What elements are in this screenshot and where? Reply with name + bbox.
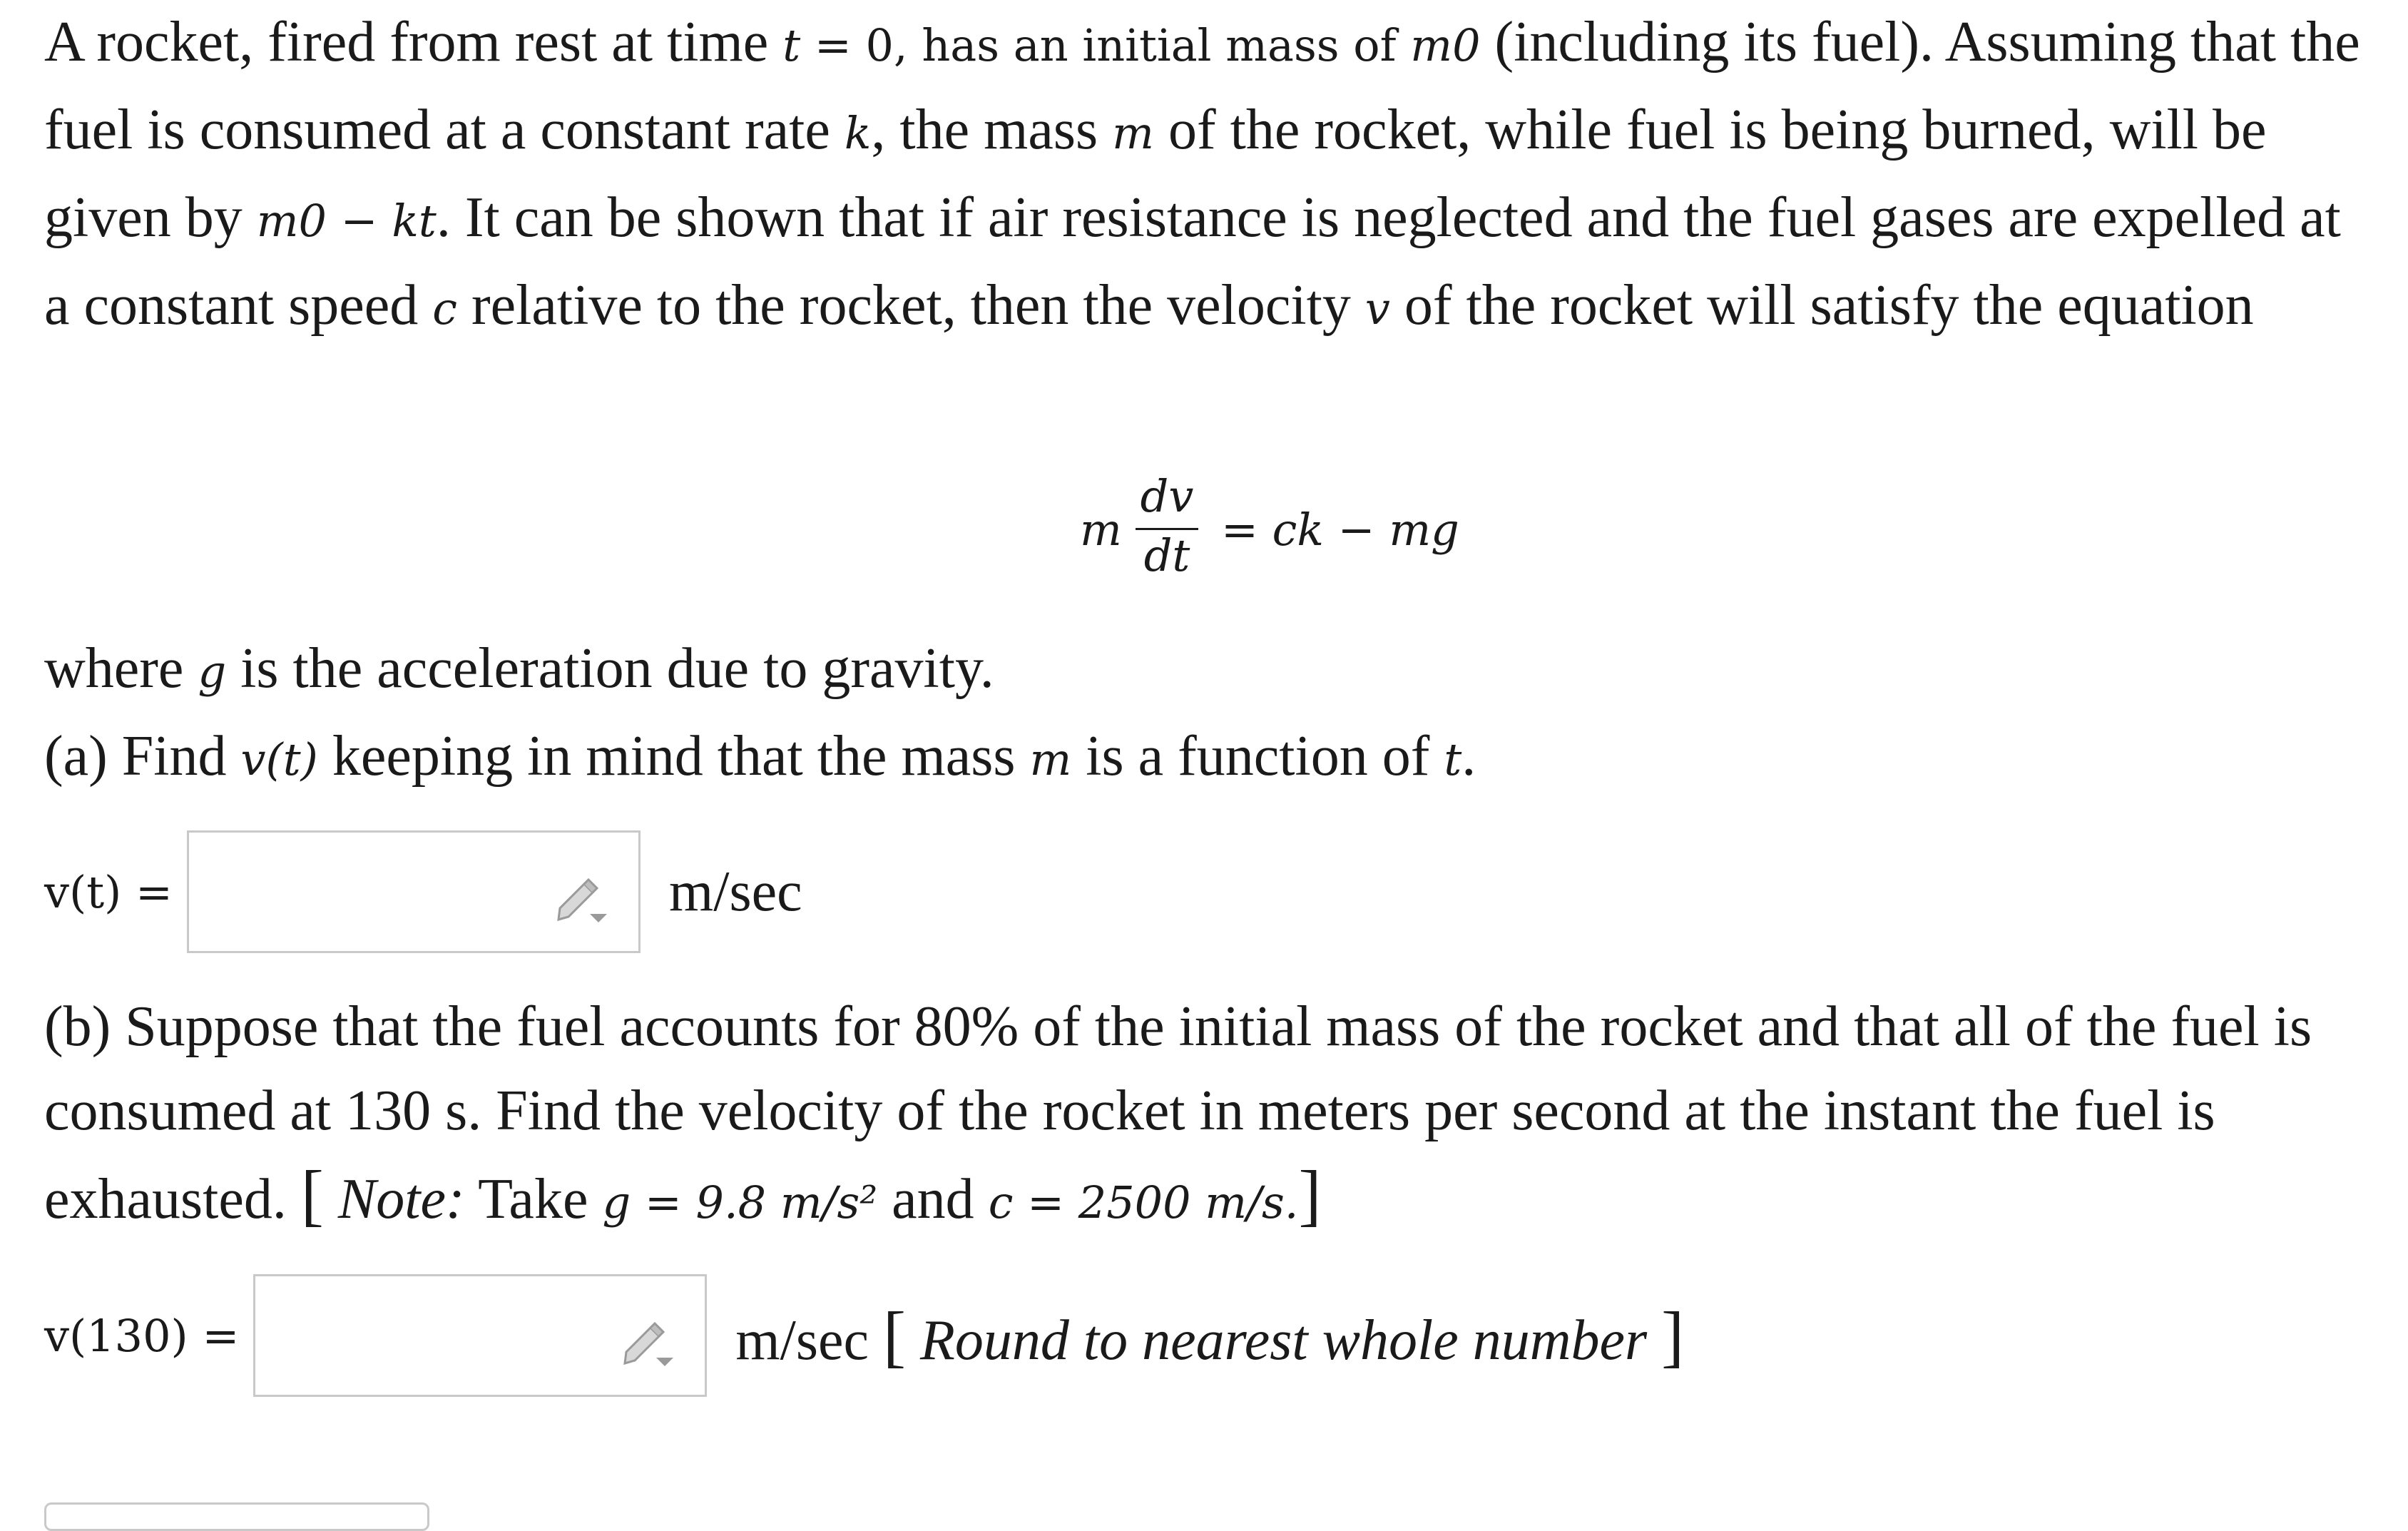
answer-b-input[interactable] [270, 1298, 615, 1378]
problem-part-b-text: (b) Suppose that the fuel accounts for 80% of the initial mass of the rocket and that all of the fuel is consumed at 130 s. Find the velocity of the rocket in meters per second at the instant the fuel is exhausted. [ Note: Take g = 9.8 m/s² and c = 2500 m/s.] [44, 995, 2312, 1233]
differential-equation [1036, 471, 1464, 585]
answer-a-box[interactable] [187, 830, 641, 953]
answer-a-label: v(t) = [44, 865, 173, 918]
equation-rhs: = ck − mg [1221, 504, 1459, 556]
equation-denominator: dt [1143, 529, 1190, 581]
answer-row-a [44, 828, 802, 956]
equation-mass: m [1080, 504, 1122, 556]
answer-b-box[interactable] [253, 1274, 707, 1397]
round-note: Round to nearest whole number [905, 1308, 1662, 1372]
answer-a-unit: m/sec [668, 860, 802, 923]
answer-a-input[interactable] [203, 854, 549, 934]
problem-intro: A rocket, fired from rest at time t = 0, has an initial mass of m0 (including its fuel). Assuming that the fuel is consumed at a constant rate k, the mass m of the rocket, while fuel is being burned, will be given by m0 − kt. It can be shown that if air resistance is neglected and the fuel gases are expelled at a constant speed c relative to the rocket, then the velocity v of the rocket will satisfy the equation [44, 11, 2360, 337]
pencil-icon[interactable] [553, 870, 610, 927]
pencil-icon[interactable] [619, 1313, 676, 1370]
equation-fraction [1136, 471, 1198, 581]
submit-button-edge[interactable] [44, 1502, 429, 1531]
answer-b-label: v(130) = [44, 1309, 240, 1362]
answer-row-b [44, 1271, 1684, 1400]
equation-numerator: dv [1140, 470, 1194, 522]
problem-part-a-text: where g is the acceleration due to gravity. (a) Find v(t) keeping in mind that the mass m is a function of t. [44, 637, 1476, 788]
answer-b-unit: m/sec [ Round to nearest whole number ] [735, 1297, 1685, 1374]
